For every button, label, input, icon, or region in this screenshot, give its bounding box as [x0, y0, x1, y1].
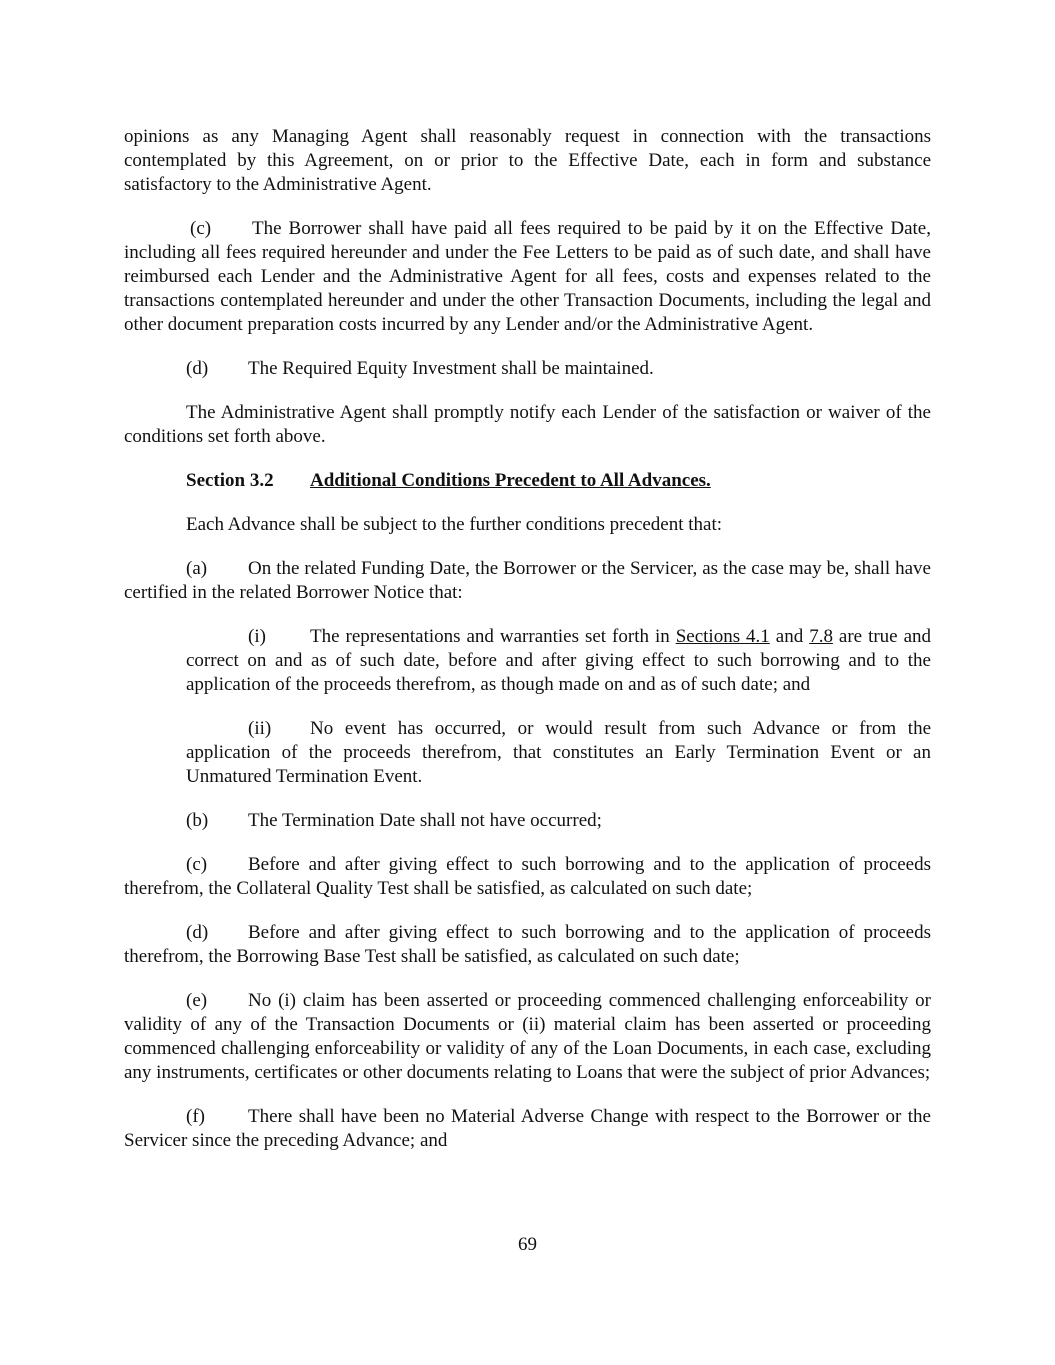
condition-a-i	[186, 625, 931, 697]
clause-text: Before and after giving effect to such borrowing and to the application of proceeds therefrom, the Collateral Quality Test shall be satisfied, as calculated on such date;	[124, 854, 931, 899]
clause-label: (d)	[186, 358, 209, 379]
clause-text: Before and after giving effect to such borrowing and to the application of proceeds therefrom, the Borrowing Base Test shall be satisfied, as calculated on such date;	[124, 922, 931, 967]
clause-label: (b)	[186, 810, 209, 831]
clause-text-before: The representations and warranties set forth in	[310, 626, 676, 647]
section-7-8-reference[interactable]: 7.8	[809, 626, 833, 647]
clause-label: (f)	[186, 1106, 205, 1127]
clause-text: The Required Equity Investment shall be maintained.	[248, 358, 654, 379]
clause-label: (d)	[186, 922, 209, 943]
paragraph-each-advance: Each Advance shall be subject to the further conditions precedent that:	[186, 514, 723, 535]
sections-4-1-reference[interactable]: Sections 4.1	[675, 626, 770, 647]
section-title: Additional Conditions Precedent to All Advances.	[310, 470, 711, 491]
clause-text-mid: and	[769, 626, 810, 647]
document-page	[124, 125, 931, 1173]
clause-label: (e)	[186, 990, 208, 1011]
condition-e	[124, 989, 931, 1085]
condition-c	[124, 853, 931, 901]
clause-text: The Termination Date shall not have occurred;	[248, 810, 602, 831]
paragraph-notify: The Administrative Agent shall promptly notify each Lender of the satisfaction or waiver of the conditions set forth above.	[124, 402, 931, 447]
clause-label: (i)	[248, 626, 266, 647]
paragraph-c-fees	[124, 217, 931, 337]
paragraph-opinions: opinions as any Managing Agent shall reasonably request in connection with the transactions contemplated by this Agreement, on or prior to the Effective Date, each in form and substance satisfactory to the Administrative Agent.	[124, 126, 931, 195]
clause-text: On the related Funding Date, the Borrower or the Servicer, as the case may be, shall have certified in the related Borrower Notice that:	[124, 558, 931, 603]
clause-label: (c)	[186, 854, 208, 875]
condition-b	[124, 809, 931, 833]
section-heading	[124, 469, 931, 493]
clause-text: No event has occurred, or would result from such Advance or from the application of the proceeds therefrom, that constitutes an Early Termination Event or an Unmatured Termination Event.	[186, 718, 931, 787]
condition-d	[124, 921, 931, 969]
section-number: Section 3.2	[186, 470, 274, 491]
clause-text: There shall have been no Material Adverse Change with respect to the Borrower or the Servicer since the preceding Advance; and	[124, 1106, 931, 1151]
page-number: 69	[518, 1234, 537, 1255]
condition-a	[124, 557, 931, 605]
clause-label: (a)	[186, 558, 208, 579]
paragraph-d-equity	[124, 357, 931, 381]
clause-label: (ii)	[248, 718, 272, 739]
condition-a-ii	[186, 717, 931, 789]
clause-text: The Borrower shall have paid all fees required to be paid by it on the Effective Date, including all fees required hereunder and under the Fee Letters to be paid as of such date, and shall have reimbursed each Lender and the Administrative Agent for all fees, costs and expenses related to the transactions contemplated hereunder and under the other Transaction Documents, including the legal and other document preparation costs incurred by any Lender and/or the Administrative Agent.	[124, 218, 931, 335]
clause-label: (c)	[190, 218, 212, 239]
clause-text-after: are true and correct on and as of such date, before and after giving effect to such borrowing and to the application of the proceeds therefrom, as though made on and as of such date; and	[186, 626, 932, 695]
condition-f	[124, 1105, 931, 1153]
clause-text: No (i) claim has been asserted or proceeding commenced challenging enforceability or validity of any of the Transaction Documents or (ii) material claim has been asserted or proceeding commenced challenging enforceability or validity of any of the Loan Documents, in each case, excluding any instruments, certificates or other documents relating to Loans that were the subject of prior Advances;	[124, 990, 931, 1083]
